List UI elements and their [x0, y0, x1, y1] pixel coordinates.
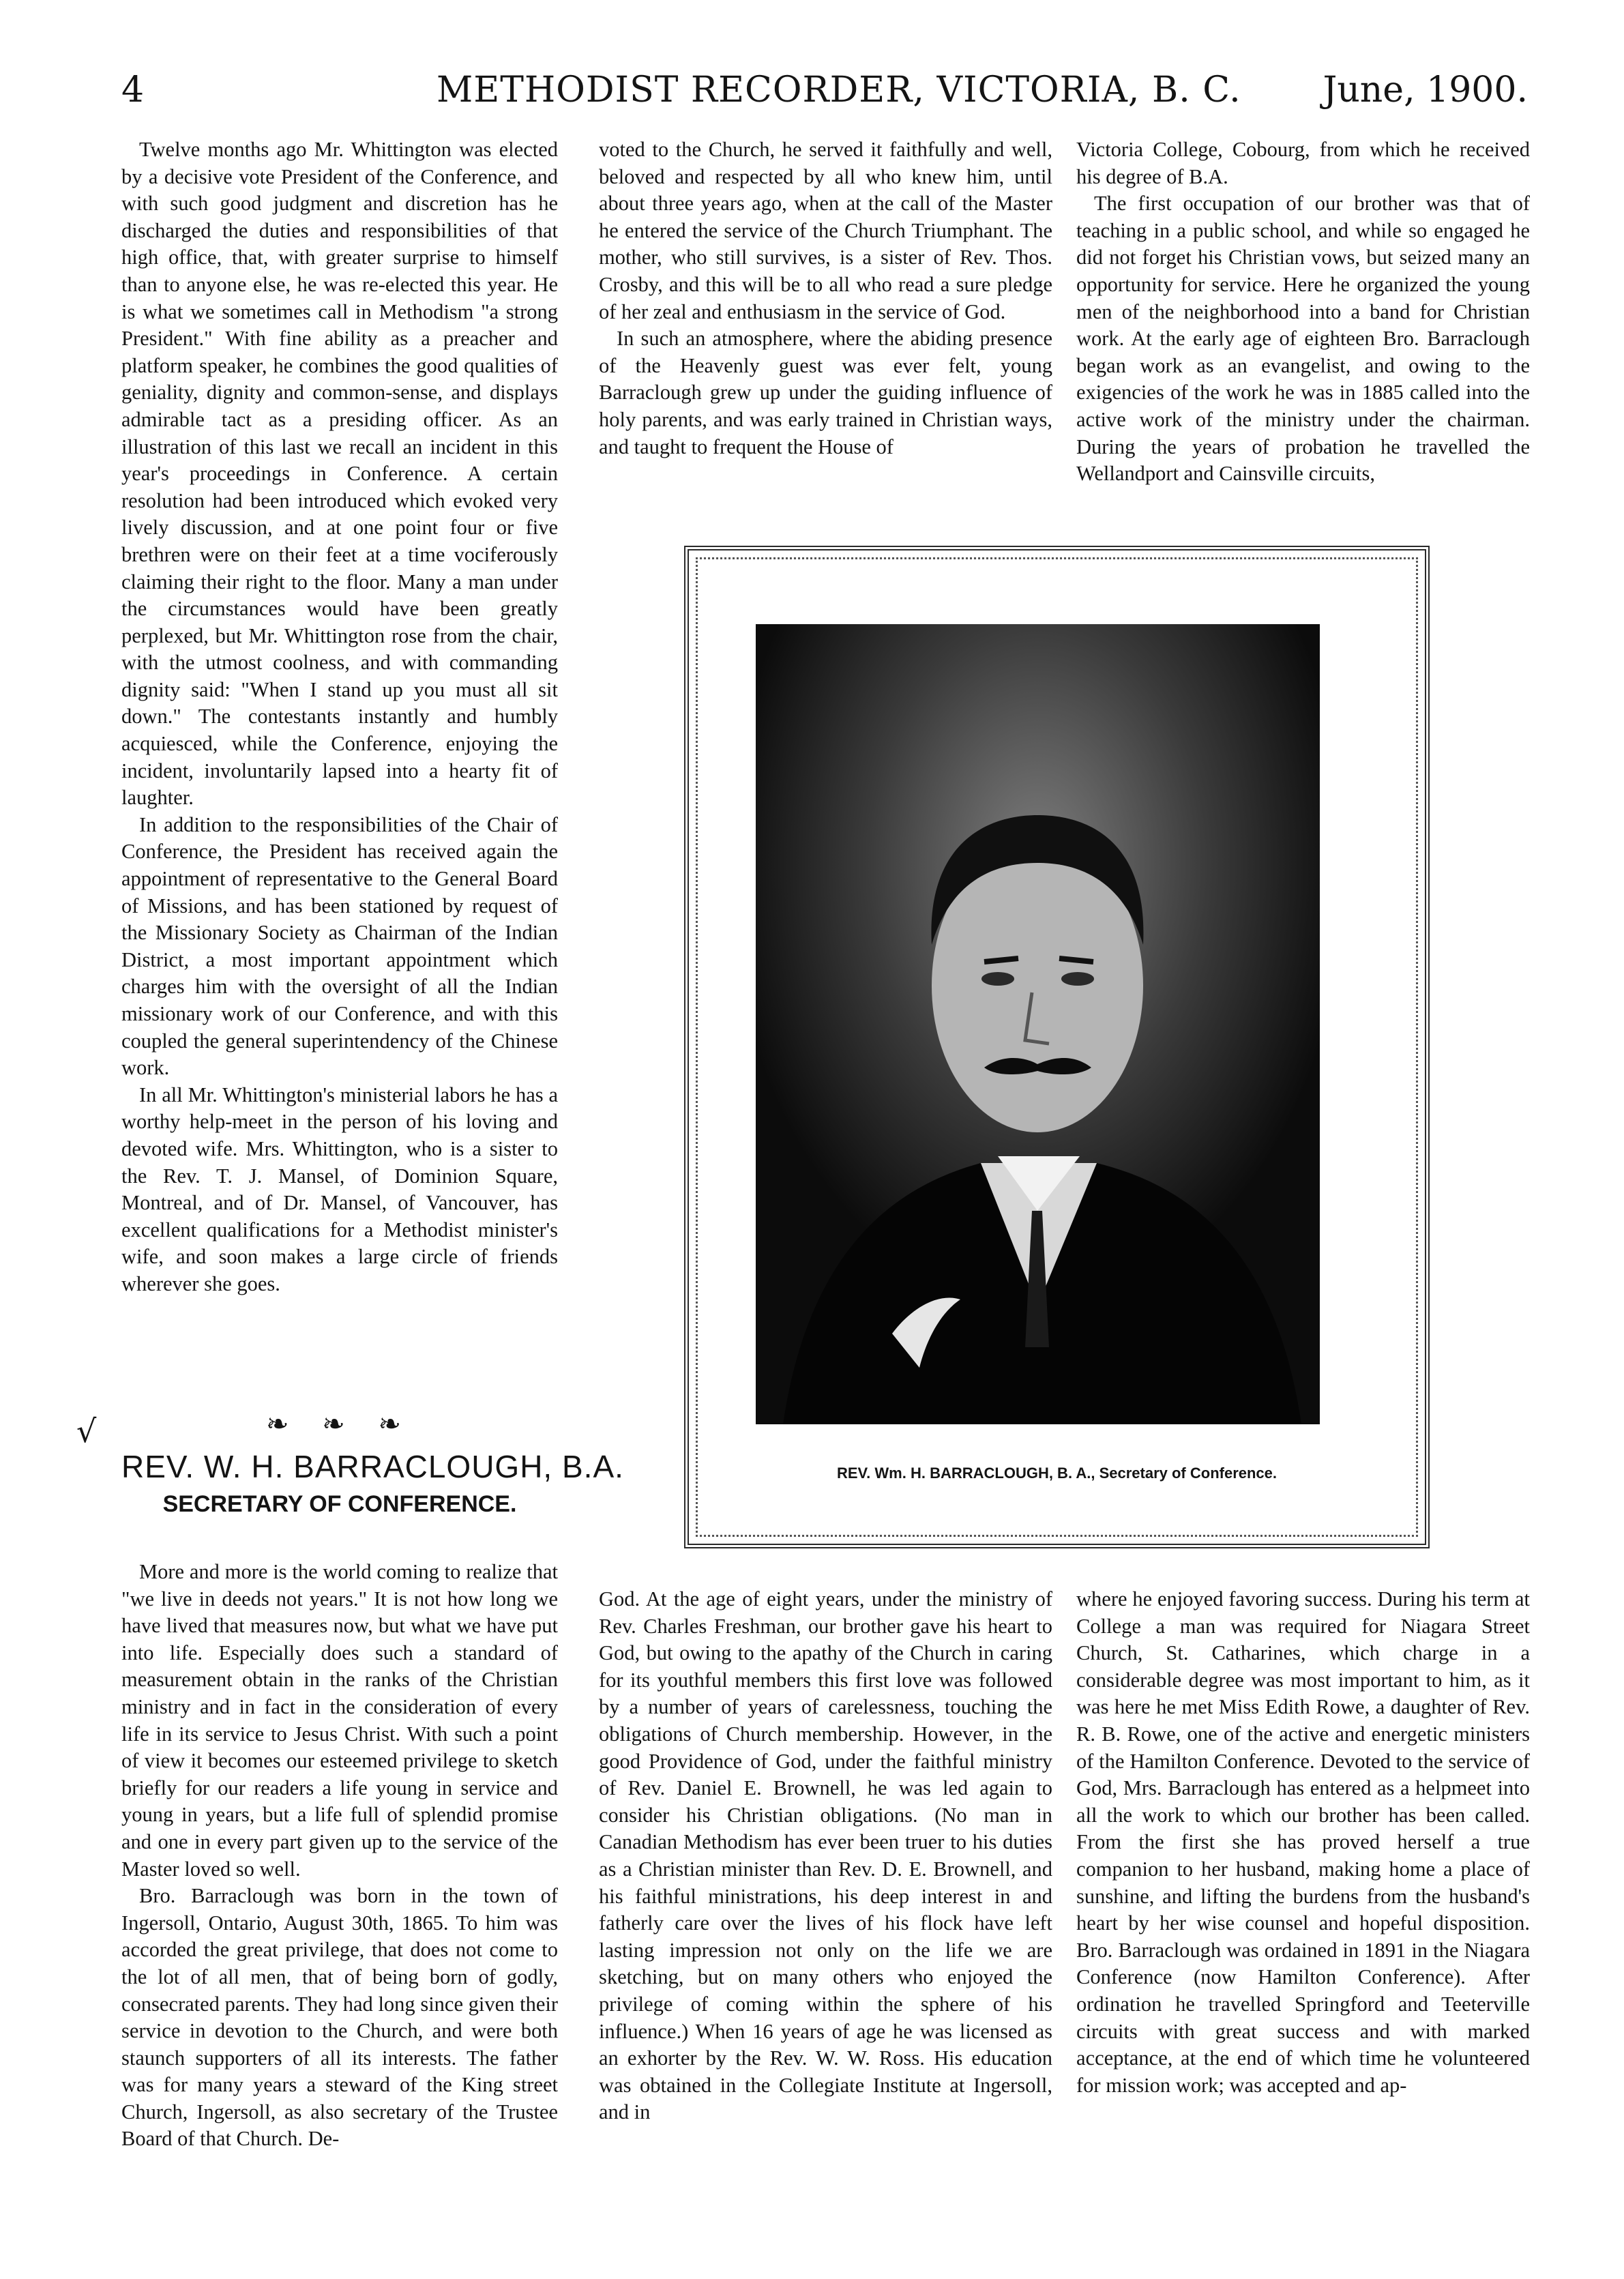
article-paragraph: The first occupation of our brother was that of teaching in a public school, and while so engaged he did not forget his Christian vows, but seized many an opportunity for service. Here he organized the young men of the neighborhood into a band for Christian work. At the early age of eighteen Bro. Barraclough began work as an evangelist, and owing to the exigencies of the work he was in 1885 called into the active work of the ministry under the chairman. During the years of probation he travelled the Wellandport and Cainsville circuits, [1076, 192, 1530, 486]
photo-caption: REV. Wm. H. BARRACLOUGH, B. A., Secretary of Conference. [836, 1465, 1278, 1482]
article-paragraph: Bro. Barraclough was born in the town of Ingersoll, Ontario, August 30th, 1865. To him was accorded the great privilege, that does not come to the lot of all men, that of being born of godly, consecrated parents. They had long since given their service in devotion to the Church, and were both staunch supporters of all its interests. The father was for many years a steward of the King street Church, Ingersoll, as also secretary of the Trustee Board of that Church. De- [121, 1884, 558, 2151]
issue-date: June, 1900. [1323, 70, 1528, 111]
article-paragraph: voted to the Church, he served it faithfully and well, beloved and respected by all who knew him, until about three years ago, when at the call of the Master he entered the service of the Church Triumphant. The mother, who still survives, is a sister of Rev. Thos. Crosby, and this will be to all who read a sure pledge of her zeal and enthusiasm in the service of God. [599, 138, 1052, 323]
article-paragraph: where he enjoyed favoring success. During his term at College a man was required for Niagara Street Church, St. Catharines, which charge in a considerable degree was most important to him, as it was here he met Miss Edith Rowe, a daughter of Rev. R. B. Rowe, one of the active and energetic ministers of the Hamilton Conference. Devoted to the service of God, Mrs. Barraclough has entered as a helpmeet into all the work to which our brother has been called. From the first she has proved herself a true companion to her husband, making home a place of sunshine, and lifting the burdens from the husband's heart by her wise counsel and hopeful disposition. Bro. Barraclough was ordained in 1891 in the Niagara Conference (now Hamilton Conference). After ordination he travelled Springford and Teeterville circuits with great success and with marked acceptance, at the end of which time he volunteered for mission work; was accepted and ap- [1076, 1587, 1530, 2097]
article-subheadline: SECRETARY OF CONFERENCE. [162, 1491, 517, 1517]
article-paragraph: God. At the age of eight years, under the ministry of Rev. Charles Freshman, our brother gave his heart to God, but owing to the apathy of the Church in caring for its youthful members this first love was followed by a number of years of carelessness, touching the obligations of Church membership. However, in the good Providence of God, under the faithful ministry of Rev. Daniel E. Brownell, he was led again to consider his Christian obligations. (No man in Canadian Methodism has ever been truer to his duties as a Christian minister than Rev. D. E. Brownell, and his faithful ministrations, his deep interest in and fatherly care over the lives of his flock have left lasting impression not only on the life we are sketching, but on many others who enjoyed the privilege of coming within the sphere of his influence.) When 16 years of age he was licensed as an exhorter by the Rev. W. W. Ross. His education was obtained in the Collegiate Institute at Ingersoll, and in [599, 1587, 1052, 2124]
barraclough-article-column-1 [121, 1559, 558, 2193]
article-paragraph: In all Mr. Whittington's ministerial labors he has a worthy help-meet in the person of his loving and devoted wife. Mrs. Whittington, who is a sister to the Rev. T. J. Mansel, of Dominion Square, Montreal, and of Dr. Mansel, of Vancouver, has excellent qualifications for a Methodist minister's wife, and soon makes a large circle of friends wherever she goes. [121, 1083, 558, 1295]
article-paragraph: More and more is the world coming to realize that "we live in deeds not years." It is not how long we have lived that measures now, but what we have put into life. Especially does such a standard of measurement obtain in the ranks of the Christian ministry and in fact in the consideration of every life in its service to Jesus Christ. With such a point of view it becomes our esteemed privilege to sketch briefly for our readers a life young in service and young in years, but a life full of splendid promise and one in every part given up to the service of the Master loved so well. [121, 1560, 558, 1881]
margin-checkmark: √ [76, 1413, 97, 1450]
portrait-photo [756, 624, 1320, 1424]
section-ornament: ❧ ❧ ❧ [266, 1409, 413, 1440]
article-paragraph: Twelve months ago Mr. Whittington was elected by a decisive vote President of the Conference, and with such good judgment and discretion has he discharged the duties and responsibilities of that high office, that, with greater surprise to himself than to anyone else, he was re-elected this year. He is what we sometimes call in Methodism "a strong President." With fine ability as a preacher and platform speaker, he combines the good qualities of geniality, dignity and common-sense, and displays admirable tact as a presiding officer. As an illustration of this last we recall an incident in this year's proceedings in Conference. A certain resolution had been introduced which evoked very lively discussion, and at one point four or five brethren were on their feet at a time vociferously claiming their right to the floor. Many a man under the circumstances would have been greatly perplexed, but Mr. Whittington rose from the chair, with the utmost coolness, and with commanding dignity said: "When I stand up you must all sit down." The contestants instantly and humbly acquiesced, while the Conference, enjoying the incident, involuntarily lapsed into a hearty fit of laughter. [121, 138, 558, 810]
barraclough-article-column-3 [1076, 1586, 1530, 2193]
whittington-article-column [121, 136, 558, 1446]
article-paragraph: In such an atmosphere, where the abiding presence of the Heavenly guest was ever felt, young Barraclough grew up under the guiding influence of holy parents, and was early trained in Christian ways, and taught to frequent the House of [599, 327, 1052, 458]
article-paragraph: In addition to the responsibilities of the Chair of Conference, the President has received again the appointment of representative to the General Board of Missions, and has been stationed by request of the Missionary Society as Chairman of the Indian District, a most important appointment which charges him with the oversight of all the Indian missionary work of our Conference, and with this coupled the general superintendency of the Chinese work. [121, 812, 558, 1080]
barraclough-article-column-2 [599, 1586, 1052, 2193]
article-paragraph: Victoria College, Cobourg, from which he received his degree of B.A. [1076, 138, 1530, 188]
article-headline: REV. W. H. BARRACLOUGH, B.A. [121, 1449, 624, 1484]
column-3-top [1076, 136, 1530, 518]
column-2-top [599, 136, 1052, 518]
page-number: 4 [121, 70, 145, 111]
masthead-title: METHODIST RECORDER, VICTORIA, B. C. [437, 70, 1241, 111]
